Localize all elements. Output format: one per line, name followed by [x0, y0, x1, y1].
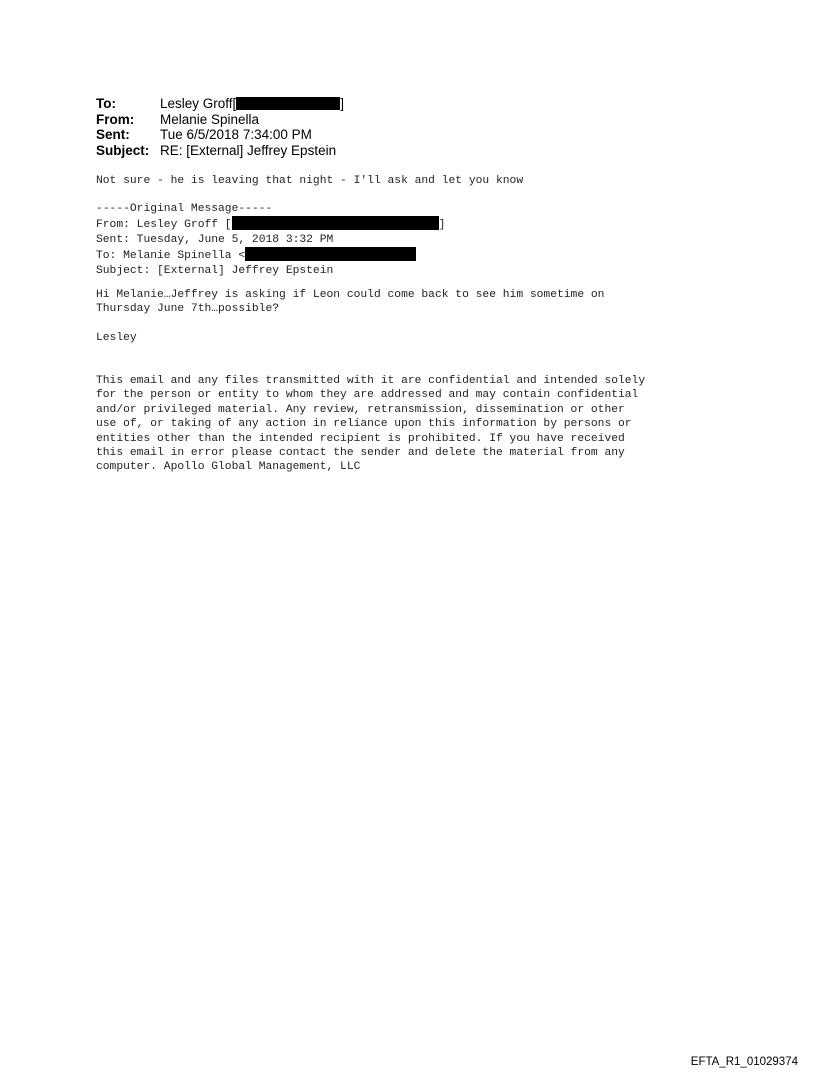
disclaimer-line: this email in error please contact the sender and delete the material from any	[96, 447, 625, 460]
disclaimer-line: This email and any files transmitted with it are confidential and intended solely	[96, 375, 646, 387]
original-from-text: From: Lesley Groff [	[96, 219, 232, 232]
disclaimer-line: and/or privileged material. Any review, retransmission, dissemination or other	[96, 403, 625, 416]
disclaimer-line: use of, or taking of any action in reliance upon this information by persons or	[96, 418, 632, 431]
from-label: From:	[96, 111, 135, 127]
confidentiality-disclaimer	[96, 374, 756, 475]
bates-number: EFTA_R1_01029374	[690, 1056, 798, 1068]
redaction-box	[232, 216, 439, 230]
original-to-line	[96, 247, 756, 263]
sent-value: Tue 6/5/2018 7:34:00 PM	[160, 127, 312, 142]
disclaimer-line: entities other than the intended recipient is prohibited. If you have received	[96, 432, 625, 445]
redaction-box	[245, 247, 416, 261]
to-row	[96, 96, 696, 112]
to-label: To:	[96, 96, 116, 111]
subject-row	[96, 143, 696, 159]
original-message-separator: -----Original Message-----	[96, 203, 273, 215]
request-line: Hi Melanie…Jeffrey is asking if Leon could come back to see him sometime on	[96, 289, 605, 301]
disclaimer-line: for the person or entity to whom they are addressed and may contain confidential	[96, 389, 639, 402]
subject-value: RE: [External] Jeffrey Epstein	[160, 142, 337, 158]
request-line: Thursday June 7th…possible?	[96, 303, 280, 316]
original-message-block	[96, 202, 756, 278]
from-value: Melanie Spinella	[160, 111, 260, 127]
original-message-body	[96, 288, 756, 317]
original-from-close: ]	[438, 219, 446, 232]
original-from-line	[96, 216, 756, 232]
original-subject-line: Subject: [External] Jeffrey Epstein	[96, 264, 334, 277]
reply-body: Not sure - he is leaving that night - I'll ask and let you know	[96, 175, 524, 187]
redaction-box	[236, 97, 340, 110]
sent-row	[96, 127, 696, 143]
to-value	[160, 96, 344, 112]
signoff: Lesley	[96, 332, 137, 344]
subject-label: Subject:	[96, 142, 150, 158]
to-close-bracket: ]	[340, 96, 345, 111]
to-name: Lesley Groff[	[160, 96, 237, 111]
disclaimer-line: computer. Apollo Global Management, LLC	[96, 461, 361, 474]
email-header	[96, 96, 696, 158]
original-sent-line: Sent: Tuesday, June 5, 2018 3:32 PM	[96, 233, 334, 246]
from-row	[96, 112, 696, 128]
sent-label: Sent:	[96, 127, 130, 142]
original-to-text: To: Melanie Spinella <	[96, 250, 246, 263]
